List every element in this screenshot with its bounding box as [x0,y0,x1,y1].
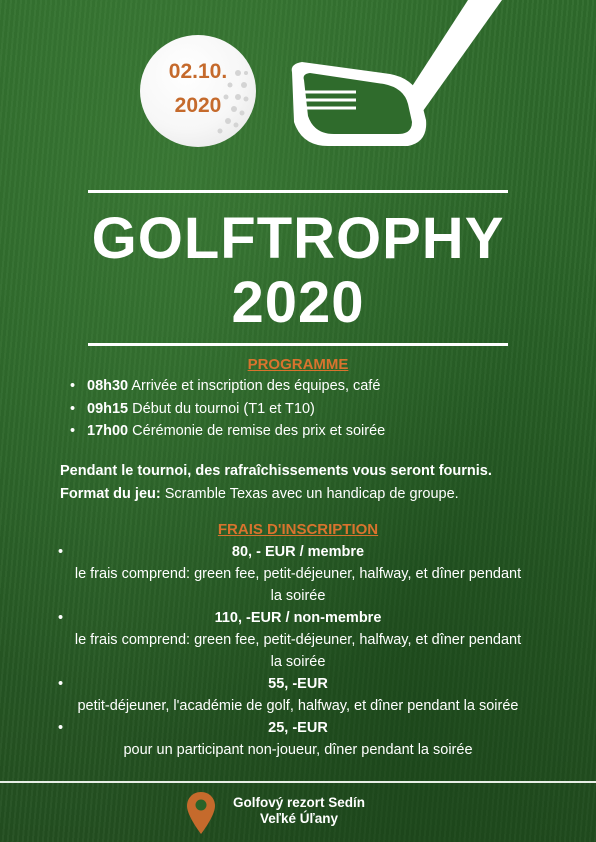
venue-address [214,795,384,827]
bullet: • [58,676,64,692]
fees-list [40,541,556,761]
programme-time: 17h00 [87,423,129,439]
fee-description: la soirée [270,654,326,670]
location-pin-icon [186,791,216,835]
fee-description: le frais comprend: green fee, petit-déjeuner, halfway, et dîner pendant [74,632,522,648]
programme-text: Début du tournoi (T1 et T10) [128,400,315,417]
title-divider [88,343,508,346]
page-title: GOLFTROPHY [91,206,505,271]
date-day-month: 02.10. [168,60,228,83]
programme-time: 08h30 [87,378,129,394]
fee-description: le frais comprend: green fee, petit-déjeuner, halfway, et dîner pendant [74,566,522,582]
fee-description: pour un participant non-joueur, dîner pendant la soirée [123,742,473,758]
fee-item [40,541,556,563]
programme-list [70,375,385,443]
programme-item [70,375,385,398]
programme-heading: PROGRAMME [247,356,349,373]
programme-item [70,398,385,421]
date-year: 2020 [174,94,222,117]
bullet: • [58,610,64,626]
fee-amount: 25, -EUR [268,720,328,736]
golf-club-icon [280,0,510,160]
fee-description: petit-déjeuner, l'académie de golf, halfway, et dîner pendant la soirée [77,698,519,714]
venue-town: Veľké Úľany [260,811,338,826]
page-title-year: 2020 [231,270,365,335]
fee-item [40,673,556,695]
fee-amount: 110, -EUR / non-membre [214,610,382,626]
bullet: • [58,544,64,560]
golf-ball-icon [140,35,256,147]
fee-description: la soirée [270,588,326,604]
refreshments-note [60,460,560,483]
programme-text: Arrivée et inscription des équipes, café [128,378,381,394]
game-format-label: Format du jeu: [60,486,161,502]
footer-divider [0,781,596,783]
refreshments-text: Pendant le tournoi, des rafraîchissements vous seront fournis. [60,463,492,479]
fees-heading: FRAIS D'INSCRIPTION [217,521,379,538]
fee-amount: 80, - EUR / membre [231,544,365,560]
game-format-value: Scramble Texas avec un handicap de groupe. [160,486,459,502]
bullet: • [58,720,64,736]
fee-amount: 55, -EUR [268,676,328,692]
venue-name: Golfový rezort Sedín [232,795,366,810]
top-divider [88,190,508,193]
programme-time: 09h15 [87,400,129,417]
fee-item [40,607,556,629]
programme-item [70,420,385,443]
programme-text: Cérémonie de remise des prix et soirée [128,423,386,439]
fee-item [40,717,556,739]
game-format [60,483,560,506]
